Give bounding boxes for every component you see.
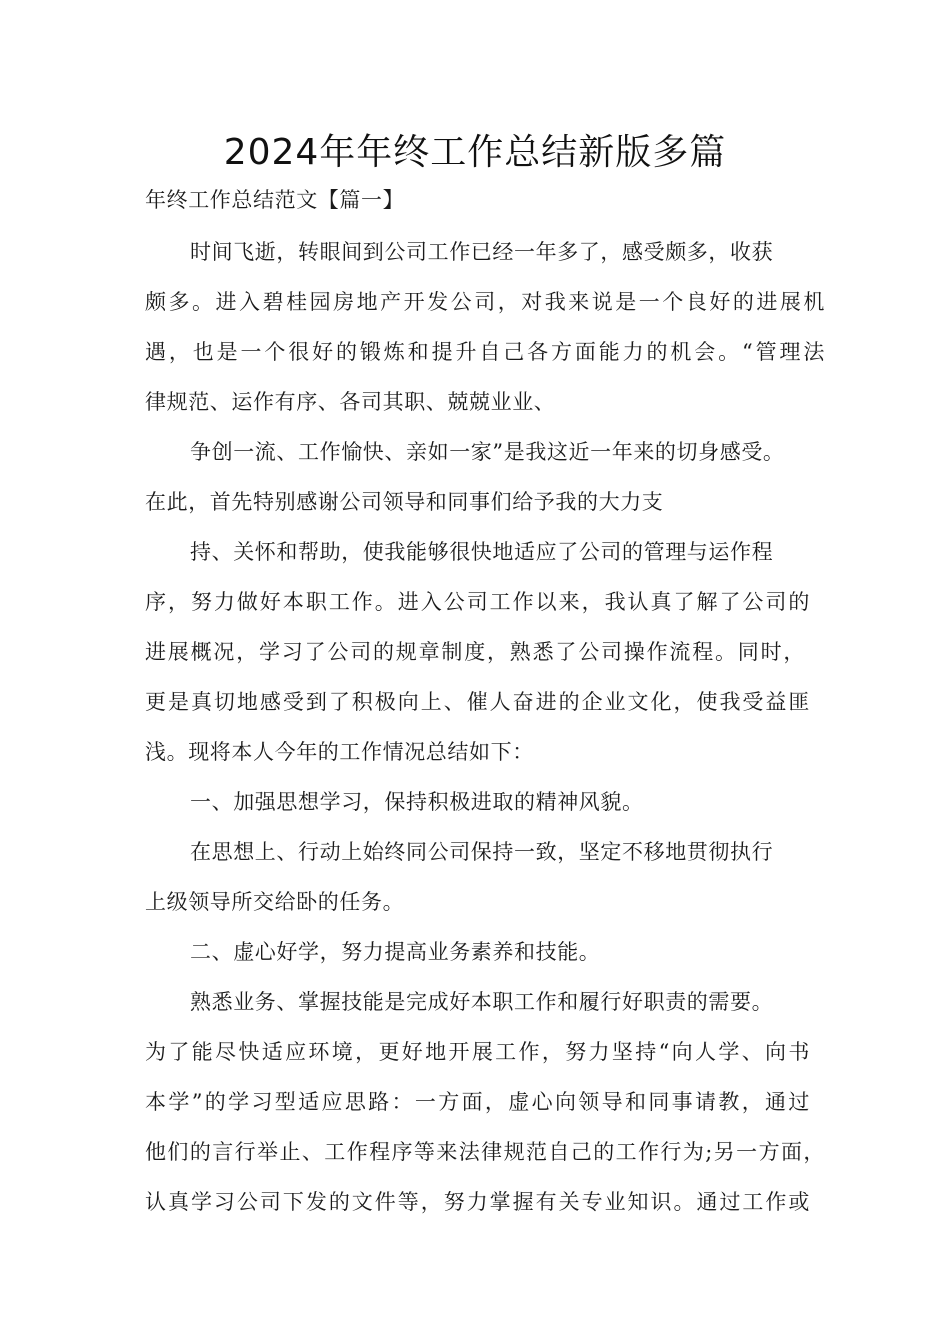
paragraph-line: 为了能尽快适应环境，更好地开展工作，努力坚持“向人学、向书 <box>145 1040 810 1064</box>
paragraph-line: 序，努力做好本职工作。进入公司工作以来，我认真了解了公司的 <box>145 590 810 614</box>
section-item-heading: 二、虚心好学，努力提高业务素养和技能。 <box>190 940 601 964</box>
paragraph-line: 认真学习公司下发的文件等，努力掌握有关专业知识。通过工作或 <box>145 1190 810 1214</box>
paragraph-line: 本学”的学习型适应思路：一方面，虚心向领导和同事请教，通过 <box>145 1090 810 1114</box>
paragraph-line: 进展概况，学习了公司的规章制度，熟悉了公司操作流程。同时， <box>145 640 805 664</box>
paragraph-line: 争创一流、工作愉快、亲如一家”是我这近一年来的切身感受。 <box>190 440 785 464</box>
section-heading: 年终工作总结范文【篇一】 <box>145 188 405 212</box>
paragraph-line: 持、关怀和帮助，使我能够很快地适应了公司的管理与运作程 <box>190 540 774 564</box>
paragraph-line: 他们的言行举止、工作程序等来法律规范自己的工作行为;另一方面， <box>145 1140 825 1164</box>
paragraph-line: 遇，也是一个很好的锻炼和提升自己各方面能力的机会。“管理法 <box>145 340 825 364</box>
paragraph-line: 在思想上、行动上始终同公司保持一致，坚定不移地贯彻执行 <box>190 840 774 864</box>
paragraph-line: 熟悉业务、掌握技能是完成好本职工作和履行好职责的需要。 <box>190 990 774 1014</box>
paragraph-line: 在此，首先特别感谢公司领导和同事们给予我的大力支 <box>145 490 664 514</box>
paragraph-line: 颇多。进入碧桂园房地产开发公司，对我来说是一个良好的进展机 <box>145 290 825 314</box>
paragraph-line: 浅。现将本人今年的工作情况总结如下： <box>145 740 534 764</box>
document-title: 2024年年终工作总结新版多篇 <box>223 132 727 173</box>
paragraph-line: 时间飞逝，转眼间到公司工作已经一年多了，感受颇多，收获 <box>190 240 774 264</box>
paragraph-line: 上级领导所交给卧的任务。 <box>145 890 405 914</box>
paragraph-line: 更是真切地感受到了积极向上、催人奋进的企业文化，使我受益匪 <box>145 690 810 714</box>
section-item-heading: 一、加强思想学习，保持积极进取的精神风貌。 <box>190 790 644 814</box>
paragraph-line: 律规范、运作有序、各司其职、兢兢业业、 <box>145 390 556 414</box>
